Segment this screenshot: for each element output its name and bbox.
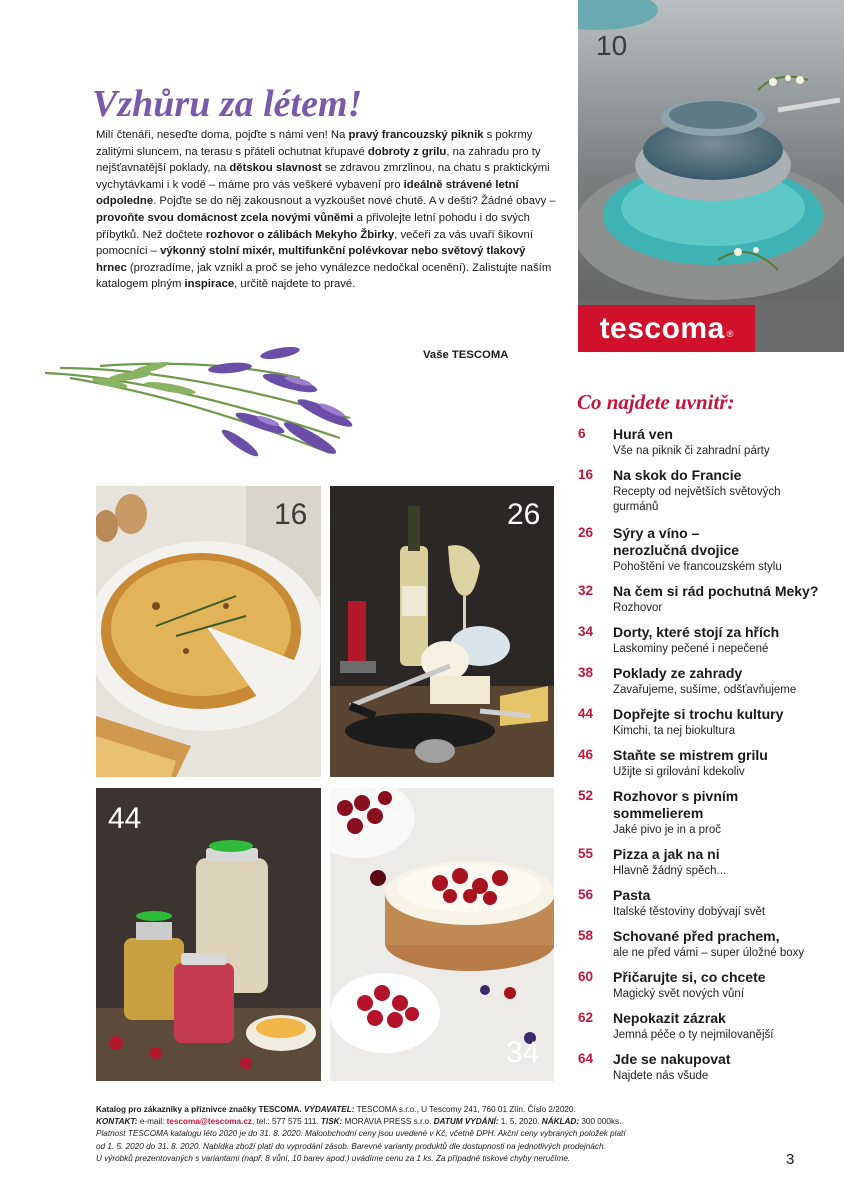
- quiche-photo: [96, 486, 321, 777]
- imprint-footer: [96, 1104, 696, 1165]
- toc-title: Hurá ven: [613, 426, 673, 442]
- intro-text-part: s pokrmy zalitými sluncem, na terasu s přáteli ochutnat křupavé: [96, 129, 533, 158]
- toc-subtitle: Najdete nás všude: [613, 1070, 709, 1082]
- contact-email-link[interactable]: tescoma@tescoma.cz: [166, 1117, 253, 1127]
- toc-title: Nepokazit zázrak: [613, 1010, 726, 1026]
- imprint-label: NÁKLAD:: [539, 1117, 580, 1127]
- toc-page-number: 46: [578, 747, 594, 762]
- toc-subtitle: Recepty od největších světových gurmánů: [613, 486, 781, 513]
- toc-subtitle: Hlavně žádný spěch...: [613, 865, 727, 877]
- imprint-line: U výrobků prezentovaných s variantami (např. 8 vůní, 10 barev apod.) uvádíme cenu za 1 ks. Za případné tiskové chyby neručíme.: [96, 1153, 571, 1163]
- toc-page-number: 55: [578, 846, 594, 861]
- imprint-label: KONTAKT:: [96, 1117, 138, 1127]
- imprint-line: [96, 1116, 696, 1128]
- imprint-text: 300 000ks.: [579, 1117, 622, 1127]
- toc-subtitle: Jemná péče o ty nejmilovanější: [613, 1029, 774, 1041]
- imprint-line: Platnost TESCOMA katalogu léto 2020 je do 31. 8. 2020. Maloobchodní ceny jsou uvedené v Kč, včetně DPH. Akční ceny vybraných položek platí: [96, 1129, 626, 1139]
- toc-page-number: 34: [578, 624, 594, 639]
- toc-page-number: 64: [578, 1051, 594, 1066]
- intro-text-part: a přivolejte letní pohodu i do svých příbytků. Než dočtete: [96, 211, 530, 241]
- pickle-jars-photo: [96, 788, 321, 1081]
- signature: Vaše TESCOMA: [423, 349, 509, 361]
- intro-highlight: provoňte svou domácnost zcela novými vůněmi: [96, 211, 354, 224]
- toc-subtitle: Rozhovor: [613, 602, 663, 614]
- toc-heading: Co najdete uvnitř:: [577, 390, 735, 414]
- tableware-photo: [578, 0, 844, 352]
- toc-title: Dorty, které stojí za hřích: [613, 624, 780, 640]
- toc-page-number: 38: [578, 665, 594, 680]
- toc-subtitle: Laskominy pečené i nepečené: [613, 643, 769, 655]
- toc-title: Staňte se mistrem grilu: [613, 747, 768, 763]
- imprint-text: TESCOMA s.r.o., U Tescomy 241, 760 01 Zlín. Číslo 2/2020.: [354, 1105, 576, 1114]
- imprint-text: Katalog pro zákazníky a příznivce značky TESCOMA.: [96, 1105, 302, 1114]
- page-ref-number: 10: [596, 30, 628, 61]
- intro-text: [96, 127, 558, 293]
- toc-subtitle: ale ne před vámi – super úložné boxy: [613, 947, 805, 959]
- intro-title: Vzhůru za létem!: [92, 83, 363, 125]
- toc-page-number: 6: [578, 426, 586, 441]
- toc-subtitle: Jaké pivo je in a proč: [613, 824, 722, 836]
- toc-page-number: 56: [578, 887, 594, 902]
- toc-subtitle: Pohoštění ve francouzském stylu: [613, 561, 782, 573]
- toc-page-number: 52: [578, 788, 594, 803]
- toc-title: Schované před prachem,: [613, 928, 780, 944]
- toc-title: Dopřejte si trochu kultury: [613, 706, 784, 722]
- page-ref-number: 44: [108, 802, 142, 835]
- toc-title: Rozhovor s pivním sommelierem: [613, 788, 739, 821]
- toc-subtitle: Užijte si grilování kdekoliv: [613, 766, 745, 778]
- imprint-line: od 1. 5. 2020 do 31. 8. 2020. Nabídka zboží platí do vyprodání zásob. Barevné varianty produktů dle dostupnosti na jednotlivých prodejnách.: [96, 1141, 606, 1151]
- intro-text-part: . Pojďte se do něj zakousnout a vyzkoušet nové chutě. A v dešti? Žádné obavy –: [153, 195, 556, 208]
- toc-subtitle: Zavařujeme, sušíme, odšťavňujeme: [613, 684, 797, 696]
- toc-subtitle: Vše na piknik či zahradní párty: [613, 445, 770, 457]
- intro-text-part: Milí čtenáři, neseďte doma, pojďte s námi ven! Na: [96, 129, 349, 141]
- intro-text-part: , večeři za vás uvaří šikovní pomocníci –: [96, 228, 533, 258]
- toc-page-number: 26: [578, 525, 594, 540]
- page-ref-number: 26: [507, 498, 541, 531]
- toc-page-number: 32: [578, 583, 594, 598]
- registered-mark: ®: [726, 328, 734, 339]
- imprint-text: e-mail:: [137, 1117, 167, 1127]
- intro-highlight: výkonný stolní mixér, multifunkční polévkovar nebo světový tlakový hrnec: [96, 245, 526, 274]
- imprint-text: MORAVIA PRESS s.r.o.: [342, 1117, 432, 1127]
- imprint-line: [96, 1104, 696, 1116]
- toc-title: Poklady ze zahrady: [613, 665, 743, 681]
- imprint-text: 1. 5. 2020.: [498, 1117, 540, 1127]
- intro-highlight: rozhovor o zálibách Mekyho Žbirky: [205, 228, 395, 241]
- tescoma-logo-text: tescoma: [599, 311, 725, 345]
- intro-highlight: pravý francouzský piknik: [348, 129, 484, 141]
- toc-title: Přičarujte si, co chcete: [613, 969, 766, 985]
- intro-text-part: , určitě najdete to pravé.: [234, 278, 356, 291]
- intro-highlight: dětskou slavnost: [229, 162, 322, 175]
- page-ref-number: 34: [506, 1036, 540, 1069]
- intro-highlight: dobroty z grilu: [367, 145, 447, 158]
- cherry-cake-photo: [330, 788, 554, 1081]
- intro-text-part: se zdravou zmrzlinou, na chatu s praktickými vychytávkami i k vodě – máme pro vás veškeré vybavení pro: [96, 162, 550, 191]
- toc-title: Na skok do Francie: [613, 467, 742, 483]
- toc-page-number: 62: [578, 1010, 594, 1025]
- toc-page-number: 16: [578, 467, 594, 482]
- toc-subtitle: Magický svět nových vůní: [613, 988, 745, 1000]
- toc-title: Na čem si rád pochutná Meky?: [613, 583, 819, 599]
- imprint-label: DATUM VYDÁNÍ:: [431, 1117, 499, 1127]
- cheese-wine-photo: [330, 486, 554, 777]
- toc-page-number: 44: [578, 706, 594, 721]
- toc-subtitle: Kimchi, ta nej biokultura: [613, 725, 736, 737]
- toc-title: Pasta: [613, 887, 651, 903]
- tescoma-logo: [578, 305, 755, 352]
- imprint-label: VYDAVATEL:: [301, 1105, 355, 1114]
- toc-title: Jde se nakupovat: [613, 1051, 731, 1067]
- intro-text-part: (prozradíme, jak vznikl a proč se jeho vynálezce nedočkal ocenění). Zalistujte naším katalogem plným: [96, 261, 552, 291]
- intro-highlight: inspirace: [184, 278, 235, 291]
- toc-title: Sýry a víno – nerozlučná dvojice: [613, 525, 740, 558]
- intro-text-part: , na zahradu pro ty nejšťavnatější poklady, na: [96, 145, 541, 175]
- imprint-text: , tel.: 577 575 111.: [252, 1117, 319, 1127]
- lavender-illustration: [40, 338, 370, 463]
- toc-page-number: 60: [578, 969, 594, 984]
- page-ref-number: 16: [274, 498, 308, 531]
- toc-subtitle: Italské těstoviny dobývají svět: [613, 906, 766, 918]
- toc-title: Pizza a jak na ni: [613, 846, 720, 862]
- imprint-label: TISK:: [318, 1117, 343, 1127]
- intro-highlight: ideálně strávené letní odpoledne: [96, 178, 519, 208]
- toc-page-number: 58: [578, 928, 594, 943]
- page-number: 3: [786, 1151, 795, 1168]
